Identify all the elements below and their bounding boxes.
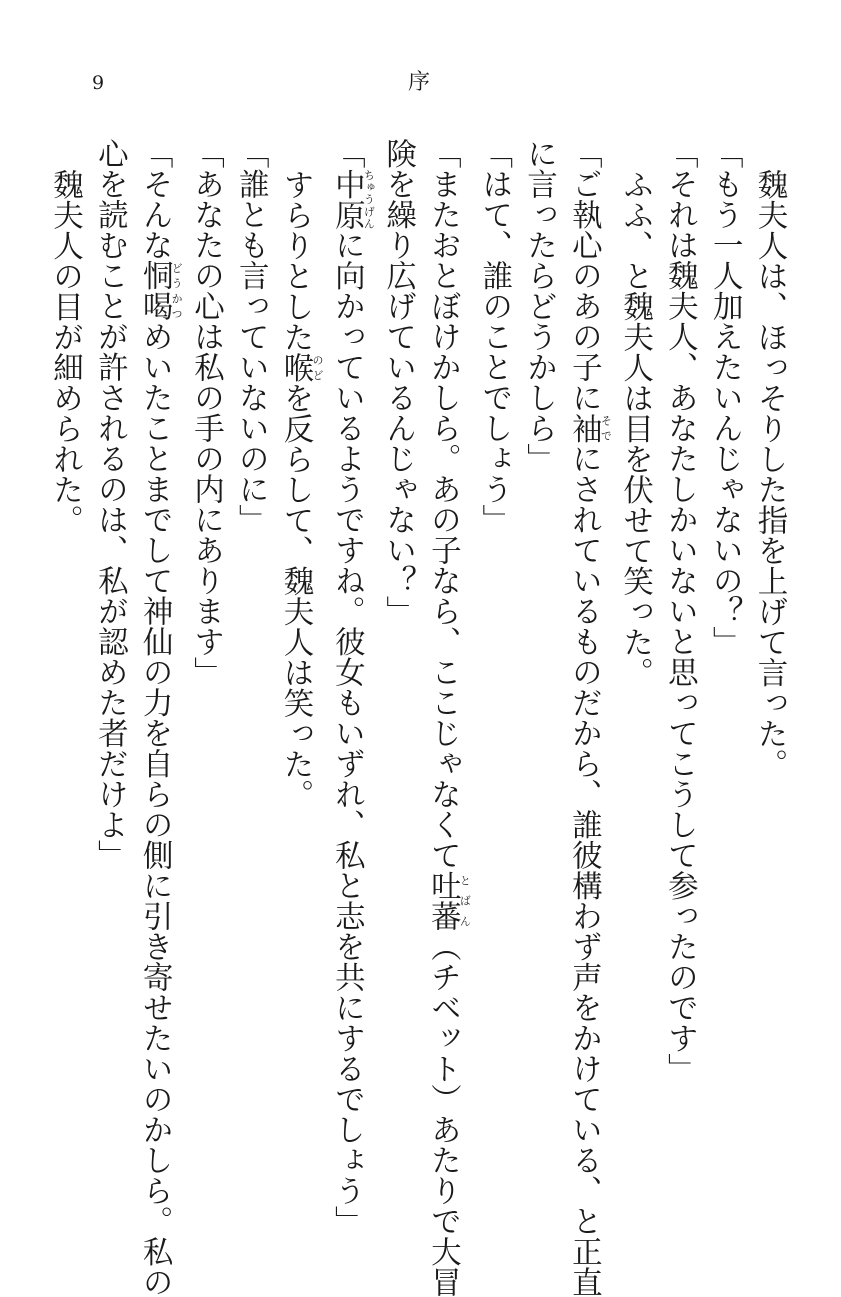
ruby-base: 喉 <box>278 351 314 382</box>
ruby-annotation <box>566 412 613 444</box>
text-line: 険を繰り広げているんじゃない？」 <box>380 138 416 626</box>
ruby-reading: のど <box>311 351 325 382</box>
text-segment: めいたことまでして神仙の力を自らの側に引き寄せたいのかしら。私の <box>137 321 173 1297</box>
text-line: ふふ、と魏夫人は目を伏せて笑った。 <box>617 168 653 687</box>
text-line <box>561 138 613 1297</box>
text-segment: 「 <box>329 138 365 169</box>
chapter-title: 序 <box>408 70 431 95</box>
text-segment: を反らして、魏夫人は笑った。 <box>278 382 314 809</box>
ruby-annotation <box>278 351 325 383</box>
text-line: 「それは魏夫人、あなたしかいないと思ってこうして参ったのです」 <box>662 138 698 1084</box>
ruby-base: 袖 <box>566 412 602 443</box>
text-line: 魏夫人は、ほっそりした指を上げて言った。 <box>752 168 787 779</box>
ruby-reading: そで <box>599 412 613 443</box>
text-segment: 「またおとぼけかしら。あの子なら、ここじゃなくて <box>425 138 461 870</box>
text-line <box>131 138 184 1297</box>
text-line: 「はて、誰のことでしょう」 <box>476 138 512 535</box>
text-line <box>420 138 472 1297</box>
ruby-reading: ちゅうげん <box>362 168 376 230</box>
text-segment: に向かっているようですね。彼女もいずれ、私と志を共にするでしょう」 <box>329 229 365 1236</box>
ruby-base: 吐蕃 <box>425 870 461 931</box>
text-segment: （チベット）あたりで大冒 <box>425 931 461 1297</box>
ruby-base: 中原 <box>329 168 365 230</box>
vertical-text-body <box>42 138 791 1297</box>
text-segment: 「ご執心のあの子に <box>566 138 602 413</box>
text-line: 「もう一人加えたいんじゃないの？」 <box>707 138 743 657</box>
text-segment: すらりとした <box>278 168 314 352</box>
ruby-reading: とばん <box>458 870 472 931</box>
ruby-annotation <box>137 260 184 321</box>
ruby-annotation <box>329 168 376 230</box>
text-line <box>272 138 323 1178</box>
text-line <box>324 138 376 1236</box>
text-line: 「あなたの心は私の手の内にあります」 <box>188 138 224 687</box>
text-segment: にされているものだから、誰彼構わず声をかけている、と正直 <box>566 443 602 1297</box>
text-segment: 「そんな <box>137 138 173 260</box>
ruby-base: 恫喝 <box>137 260 173 321</box>
text-line: に言ったらどうかしら」 <box>521 138 557 474</box>
text-line: 「誰とも言っていないのに」 <box>233 138 269 535</box>
ruby-annotation <box>425 870 472 931</box>
page-number: 9 <box>92 72 105 94</box>
text-line: 心を読むことが許されるのは、私が認めた者だけよ」 <box>92 138 128 870</box>
ruby-reading: どうかつ <box>170 260 184 321</box>
text-line: 魏夫人の目が細められた。 <box>47 168 83 535</box>
